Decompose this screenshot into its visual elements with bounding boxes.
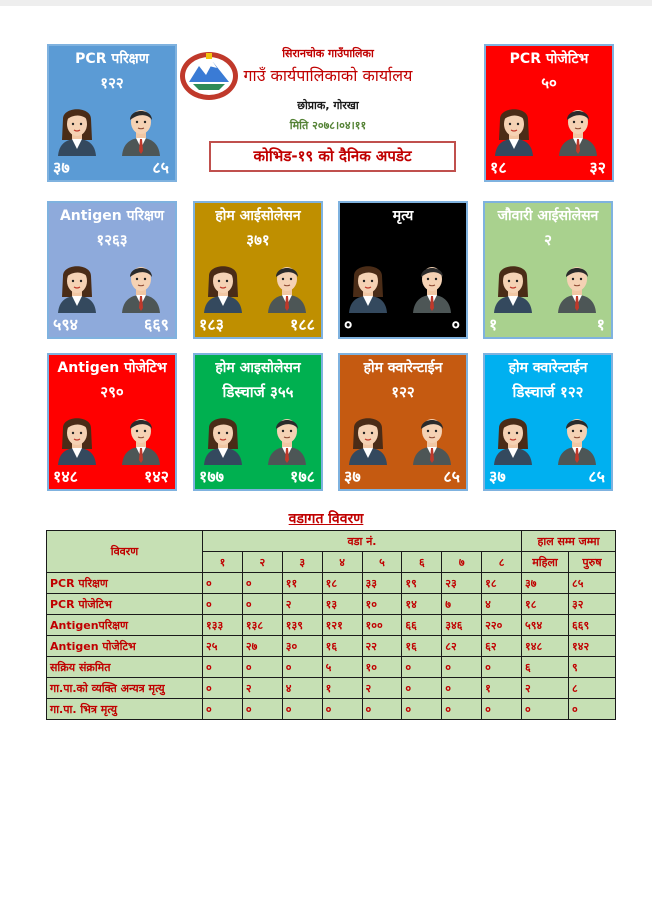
male-avatar-icon xyxy=(557,413,597,465)
top-strip xyxy=(0,0,652,6)
location: छोप्राक, गोरखा xyxy=(297,99,359,112)
daily-update-badge: कोभिड-१९ को दैनिक अपडेट xyxy=(209,141,456,172)
male-avatar-icon xyxy=(412,413,452,465)
card-total: २९० xyxy=(100,383,124,401)
stat-card xyxy=(483,353,613,491)
table-cell: ० xyxy=(442,678,482,699)
table-row xyxy=(47,678,616,699)
card-title: होम आइसोलेसन xyxy=(215,360,301,376)
table-row xyxy=(47,657,616,678)
header-ward: वडा नं. xyxy=(203,531,522,552)
card-total: ५० xyxy=(541,74,557,92)
table-cell: ३० xyxy=(282,636,322,657)
header-detail: विवरण xyxy=(47,531,203,573)
table-cell: ६ xyxy=(522,657,569,678)
table-cell: २२० xyxy=(482,615,522,636)
table-cell: १३९ xyxy=(282,615,322,636)
table-cell: ० xyxy=(203,678,243,699)
card-title: Antigen परिक्षण xyxy=(59,208,165,224)
table-cell: ३४६ xyxy=(442,615,482,636)
male-avatar-icon xyxy=(267,413,307,465)
table-row xyxy=(47,573,616,594)
row-label: Antigenपरिक्षण xyxy=(47,615,203,636)
total-gender-header: महिला xyxy=(522,552,569,573)
row-label: PCR पोजेटिभ xyxy=(47,594,203,615)
table-cell: ८५ xyxy=(569,573,616,594)
stat-card xyxy=(193,201,323,339)
female-avatar-icon xyxy=(57,104,97,156)
table-cell: १८ xyxy=(482,573,522,594)
card-title: PCR परिक्षण xyxy=(75,51,149,67)
ward-number: ५ xyxy=(362,552,402,573)
stat-card xyxy=(47,44,177,182)
table-cell: ० xyxy=(442,699,482,720)
table-cell: ० xyxy=(203,657,243,678)
table-header-row xyxy=(47,531,616,552)
table-cell: १ xyxy=(322,678,362,699)
male-count: ० xyxy=(451,315,460,334)
stat-card xyxy=(47,353,177,491)
female-avatar-icon xyxy=(493,413,533,465)
male-count: ८५ xyxy=(152,158,169,177)
table-cell: ० xyxy=(203,573,243,594)
table-cell: १० xyxy=(362,657,402,678)
table-cell: १३८ xyxy=(242,615,282,636)
card-title: होम आईसोलेसन xyxy=(215,208,301,224)
table-row xyxy=(47,699,616,720)
table-cell: ० xyxy=(242,594,282,615)
stat-card xyxy=(338,201,468,339)
table-cell: १३३ xyxy=(203,615,243,636)
card-title: मृत्य xyxy=(392,208,414,224)
table-cell: १३ xyxy=(322,594,362,615)
female-count: १७७ xyxy=(199,467,224,486)
male-count: १४२ xyxy=(144,467,169,486)
table-cell: ० xyxy=(242,699,282,720)
table-cell: २७ xyxy=(242,636,282,657)
table-cell: ८ xyxy=(569,678,616,699)
male-avatar-icon xyxy=(412,261,452,313)
table-cell: १०० xyxy=(362,615,402,636)
male-avatar-icon xyxy=(121,104,161,156)
table-cell: ६६ xyxy=(402,615,442,636)
row-label: PCR परिक्षण xyxy=(47,573,203,594)
female-avatar-icon xyxy=(203,261,243,313)
table-cell: १८ xyxy=(322,573,362,594)
table-cell: ० xyxy=(362,699,402,720)
table-cell: १२१ xyxy=(322,615,362,636)
table-cell: ३३ xyxy=(362,573,402,594)
male-avatar-icon xyxy=(558,104,598,156)
female-avatar-icon xyxy=(494,104,534,156)
table-cell: ५९४ xyxy=(522,615,569,636)
table-cell: ० xyxy=(282,657,322,678)
table-cell: ८२ xyxy=(442,636,482,657)
card-title: जौवारी आईसोलेसन xyxy=(497,208,599,224)
table-cell: ५ xyxy=(322,657,362,678)
table-cell: २३ xyxy=(442,573,482,594)
ward-number: ६ xyxy=(402,552,442,573)
table-cell: ३७ xyxy=(522,573,569,594)
male-count: १८८ xyxy=(290,315,315,334)
card-title: होम क्वारेन्टाईन xyxy=(363,360,443,376)
table-cell: २२ xyxy=(362,636,402,657)
table-cell: २५ xyxy=(203,636,243,657)
female-count: ३७ xyxy=(53,158,70,177)
table-cell: ० xyxy=(402,699,442,720)
card-total: १२२ xyxy=(100,74,124,92)
table-cell: ० xyxy=(242,573,282,594)
female-avatar-icon xyxy=(57,413,97,465)
table-cell: ० xyxy=(482,657,522,678)
table-cell: ० xyxy=(203,594,243,615)
stat-card xyxy=(193,353,323,491)
table-cell: ६६९ xyxy=(569,615,616,636)
table-cell: ४ xyxy=(482,594,522,615)
table-cell: ३२ xyxy=(569,594,616,615)
table-cell: ० xyxy=(203,699,243,720)
date-text: मिति २०७८।०४।११ xyxy=(289,119,367,132)
table-cell: १४ xyxy=(402,594,442,615)
female-count: ५९४ xyxy=(53,315,78,334)
female-count: ० xyxy=(344,315,353,334)
header-total: हाल सम्म जम्मा xyxy=(522,531,616,552)
female-count: १८३ xyxy=(199,315,224,334)
table-cell: १४२ xyxy=(569,636,616,657)
table-cell: ० xyxy=(402,657,442,678)
ward-table xyxy=(46,530,616,720)
stat-card xyxy=(484,44,614,182)
male-avatar-icon xyxy=(121,261,161,313)
card-total: डिस्चार्ज १२२ xyxy=(512,383,584,401)
table-cell: १६ xyxy=(402,636,442,657)
table-cell: १६ xyxy=(322,636,362,657)
table-cell: ० xyxy=(482,699,522,720)
table-cell: ६२ xyxy=(482,636,522,657)
female-count: १ xyxy=(489,315,498,334)
male-count: ६६९ xyxy=(144,315,169,334)
ward-table-title: वडागत विवरण xyxy=(288,511,364,527)
female-avatar-icon xyxy=(493,261,533,313)
stat-card xyxy=(483,201,613,339)
table-cell: ७ xyxy=(442,594,482,615)
table-cell: ० xyxy=(442,657,482,678)
table-cell: ० xyxy=(522,699,569,720)
stat-card xyxy=(47,201,177,339)
ward-number: ४ xyxy=(322,552,362,573)
ward-number: २ xyxy=(242,552,282,573)
male-count: ८५ xyxy=(588,467,605,486)
male-avatar-icon xyxy=(121,413,161,465)
ward-number: ३ xyxy=(282,552,322,573)
female-count: १८ xyxy=(490,158,507,177)
table-cell: ० xyxy=(322,699,362,720)
table-cell: ९ xyxy=(569,657,616,678)
table-row xyxy=(47,615,616,636)
ward-number: १ xyxy=(203,552,243,573)
table-cell: १८ xyxy=(522,594,569,615)
male-avatar-icon xyxy=(557,261,597,313)
female-avatar-icon xyxy=(348,413,388,465)
table-cell: ० xyxy=(282,699,322,720)
table-row xyxy=(47,594,616,615)
table-cell: २ xyxy=(362,678,402,699)
male-avatar-icon xyxy=(267,261,307,313)
card-total: डिस्चार्ज ३५५ xyxy=(222,383,294,401)
row-label: गा.पा.को व्यक्ति अन्यत्र मृत्यु xyxy=(47,678,203,699)
male-count: १ xyxy=(596,315,605,334)
female-count: ३७ xyxy=(344,467,361,486)
ward-number: ७ xyxy=(442,552,482,573)
total-gender-header: पुरुष xyxy=(569,552,616,573)
office-name: गाउँ कार्यपालिकाको कार्यालय xyxy=(243,66,413,85)
table-cell: १ xyxy=(482,678,522,699)
stat-card xyxy=(338,353,468,491)
office-header xyxy=(178,42,478,182)
municipality-name: सिरानचोक गाउँपालिका xyxy=(282,47,374,60)
male-count: ३२ xyxy=(589,158,606,177)
card-title: Antigen पोजेटिभ xyxy=(57,360,167,376)
male-count: १७८ xyxy=(290,467,315,486)
female-avatar-icon xyxy=(57,261,97,313)
card-total: ३७१ xyxy=(246,231,270,249)
table-cell: ० xyxy=(402,678,442,699)
female-count: ३७ xyxy=(489,467,506,486)
table-cell: २ xyxy=(282,594,322,615)
table-cell: ० xyxy=(242,657,282,678)
table-cell: १९ xyxy=(402,573,442,594)
card-total: १२२ xyxy=(391,383,415,401)
ward-number: ८ xyxy=(482,552,522,573)
table-row xyxy=(47,636,616,657)
female-count: १४८ xyxy=(53,467,78,486)
table-cell: २ xyxy=(522,678,569,699)
table-cell: २ xyxy=(242,678,282,699)
card-title: होम क्वारेन्टाईन xyxy=(508,360,588,376)
row-label: Antigen पोजेटिभ xyxy=(47,636,203,657)
card-title: PCR पोजेटिभ xyxy=(509,51,589,67)
male-count: ८५ xyxy=(443,467,460,486)
card-total: १२६३ xyxy=(96,231,128,249)
table-cell: १४८ xyxy=(522,636,569,657)
table-cell: ११ xyxy=(282,573,322,594)
card-total: २ xyxy=(544,231,552,249)
female-avatar-icon xyxy=(203,413,243,465)
table-cell: १० xyxy=(362,594,402,615)
female-avatar-icon xyxy=(348,261,388,313)
row-label: सक्रिय संक्रमित xyxy=(47,657,203,678)
row-label: गा.पा. भित्र मृत्यु xyxy=(47,699,203,720)
table-cell: ० xyxy=(569,699,616,720)
table-cell: ४ xyxy=(282,678,322,699)
